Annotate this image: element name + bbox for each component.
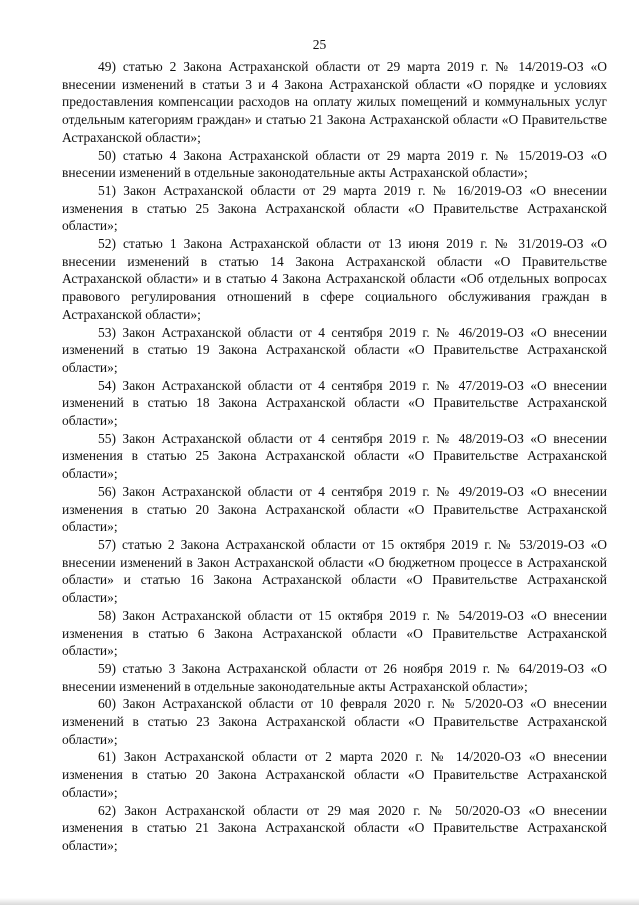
- list-item-59: 59) статью 3 Закона Астраханской области от 26 ноября 2019 г. № 64/2019-ОЗ «О внесении изменений в отдельные законодательные акты Астраханской области»;: [62, 660, 607, 694]
- page-bottom-edge: [0, 898, 639, 905]
- list-item-57: 57) статью 2 Закона Астраханской области от 15 октября 2019 г. № 53/2019-ОЗ «О внесении изменений в Закон Астраханской области «О бюджетном процессе в Астраханской области» и статью 16 Закона Астраханской области «О Правительстве Астраханской области»;: [62, 536, 607, 606]
- list-item-53: 53) Закон Астраханской области от 4 сентября 2019 г. № 46/2019-ОЗ «О внесении изменений в статью 19 Закона Астраханской области «О Правительстве Астраханской области»;: [62, 324, 607, 375]
- list-item-49: 49) статью 2 Закона Астраханской области от 29 марта 2019 г. № 14/2019-ОЗ «О внесении изменений в статьи 3 и 4 Закона Астраханской области «О порядке и условиях предоставления компенсации расходов на оплату жилых помещений и коммунальных услуг отдельным категориям граждан» и статью 21 Закона Астраханской области «О Правительстве Астраханской области»;: [62, 59, 607, 145]
- list-item-52: 52) статью 1 Закона Астраханской области от 13 июня 2019 г. № 31/2019-ОЗ «О внесении изменений в статью 14 Закона Астраханской области «О Правительстве Астраханской области» и в статью 4 Закона Астраханской области «Об отдельных вопросах правового регулирования отношений в сфере социального обслуживания граждан в Астраханской области»;: [62, 236, 607, 322]
- list-item-56: 56) Закон Астраханской области от 4 сентября 2019 г. № 49/2019-ОЗ «О внесении изменения в статью 20 Закона Астраханской области «О Правительстве Астраханской области»;: [62, 483, 607, 535]
- list-item-58: 58) Закон Астраханской области от 15 октября 2019 г. № 54/2019-ОЗ «О внесении изменения в статью 6 Закона Астраханской области «О Правительстве Астраханской области»;: [62, 607, 607, 659]
- document-body: [62, 58, 607, 855]
- list-item-51: 51) Закон Астраханской области от 29 марта 2019 г. № 16/2019-ОЗ «О внесении изменения в статью 25 Закона Астраханской области «О Правительстве Астраханской области»;: [62, 182, 607, 234]
- list-item-62: 62) Закон Астраханской области от 29 мая 2020 г. № 50/2020-ОЗ «О внесении изменения в статью 21 Закона Астраханской области «О Правительстве Астраханской области»;: [62, 802, 607, 853]
- list-item-55: 55) Закон Астраханской области от 4 сентября 2019 г. № 48/2019-ОЗ «О внесении изменения в статью 25 Закона Астраханской области «О Правительстве Астраханской области»;: [62, 430, 607, 482]
- list-item-54: 54) Закон Астраханской области от 4 сентября 2019 г. № 47/2019-ОЗ «О внесении изменений в статью 18 Закона Астраханской области «О Правительстве Астраханской области»;: [62, 377, 607, 429]
- list-item-61: 61) Закон Астраханской области от 2 марта 2020 г. № 14/2020-ОЗ «О внесении изменения в статью 20 Закона Астраханской области «О Правительстве Астраханской области»;: [62, 749, 607, 800]
- list-item-60: 60) Закон Астраханской области от 10 февраля 2020 г. № 5/2020-ОЗ «О внесении изменений в статью 23 Закона Астраханской области «О Правительстве Астраханской области»;: [62, 696, 607, 747]
- page-number: 25: [312, 37, 327, 52]
- list-item-50: 50) статью 4 Закона Астраханской области от 29 марта 2019 г. № 15/2019-ОЗ «О внесении изменений в отдельные законодательные акты Астраханской области»;: [62, 147, 607, 181]
